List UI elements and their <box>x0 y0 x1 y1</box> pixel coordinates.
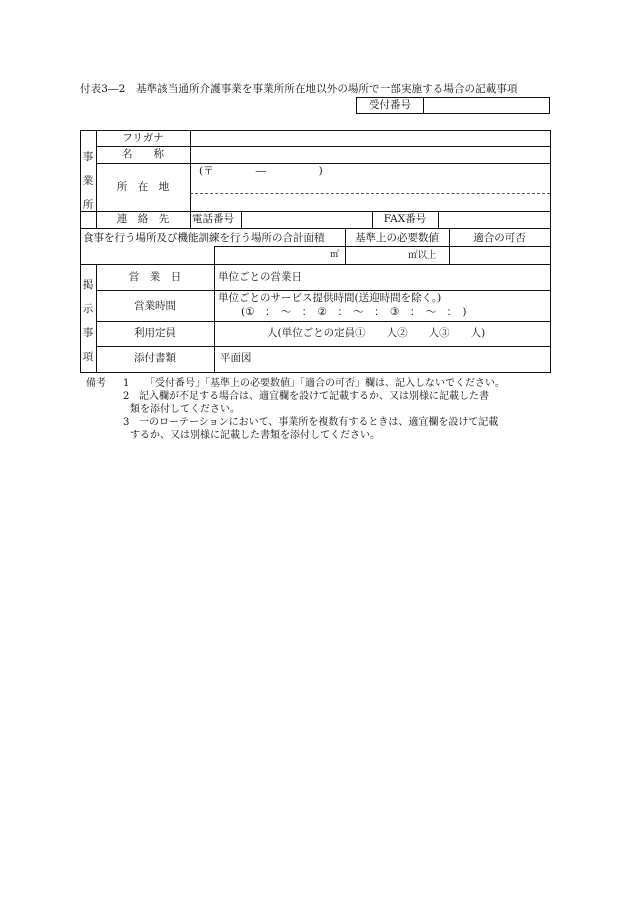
name-field[interactable] <box>191 148 549 162</box>
posting-section-char-4: 項 <box>82 351 94 363</box>
required-value-label: 基準上の必要数値 <box>355 232 439 244</box>
receipt-number-label: 受付番号 <box>357 98 424 113</box>
phone-label: 電話番号 <box>192 213 234 225</box>
address-field[interactable] <box>191 194 549 210</box>
fax-label: FAX番号 <box>383 213 427 225</box>
office-section-char-1: 事 <box>82 151 94 163</box>
contact-label: 連 絡 先 <box>116 213 170 225</box>
attachment-value: 平面図 <box>220 352 252 364</box>
furigana-field[interactable] <box>191 132 549 145</box>
office-section-char-2: 業 <box>82 175 94 187</box>
business-days-label: 営 業 日 <box>128 271 182 283</box>
note-2-text: 記入欄が不足する場合は、適宜欄を設けて記載するか、又は別様に記載した書 <box>139 391 489 402</box>
total-area-label: 食事を行う場所及び機能訓練を行う場所の合計面積 <box>83 232 325 244</box>
business-hours-label: 営業時間 <box>134 300 176 312</box>
note-3-text: 一のローテーションにおいて、事業所を複数有するときは、適宜欄を設けて記載 <box>139 417 499 428</box>
capacity-value[interactable]: 人(単位ごとの定員① 人② 人③ 人) <box>267 327 486 339</box>
furigana-label: フリガナ <box>122 132 164 144</box>
total-area-field[interactable] <box>215 247 327 263</box>
business-hours-line2[interactable]: (① ： ～ ： ② ： ～ ： ③ ： ～ ： ) <box>241 306 467 318</box>
compliance-label: 適合の可否 <box>473 232 526 244</box>
posting-section-char-2: 示 <box>82 303 94 315</box>
capacity-label: 利用定員 <box>134 327 176 339</box>
area-unit-sqm-min: ㎡以上 <box>408 250 437 261</box>
postal-code-field[interactable]: (〒 ― ) <box>199 165 323 177</box>
note-3-number: 3 <box>123 417 130 428</box>
application-form-table <box>80 130 551 373</box>
receipt-number-field[interactable] <box>424 98 549 113</box>
office-section-char-3: 所 <box>82 199 94 211</box>
note-3-continuation: するか、又は別様に記載した書類を添付してください。 <box>130 430 380 441</box>
note-1-number: 1 <box>123 378 130 389</box>
attachment-label: 添付書類 <box>134 352 176 364</box>
business-days-value: 単位ごとの営業日 <box>218 271 302 283</box>
name-label: 名 称 <box>122 148 164 160</box>
note-2-number: 2 <box>123 391 130 402</box>
note-1-text: 「受付番号」「基準上の必要数値」「適合の可否」欄は、記入しないでください。 <box>145 378 505 389</box>
area-unit-sqm: ㎡ <box>330 250 340 260</box>
fax-field[interactable] <box>439 212 549 227</box>
form-title: 付表3―2 基準該当通所介護事業を事業所所在地以外の場所で一部実施する場合の記載事項 <box>80 83 518 95</box>
posting-section-char-3: 事 <box>82 327 94 339</box>
receipt-number-box <box>356 97 550 114</box>
address-label: 所 在 地 <box>116 181 170 193</box>
phone-field[interactable] <box>242 212 371 227</box>
business-hours-line1: 単位ごとのサービス提供時間(送迎時間を除く。) <box>218 292 442 304</box>
posting-section-char-1: 掲 <box>82 279 94 291</box>
notes-heading: 備考 <box>86 378 106 389</box>
note-2-continuation: 類を添付してください。 <box>130 404 240 415</box>
